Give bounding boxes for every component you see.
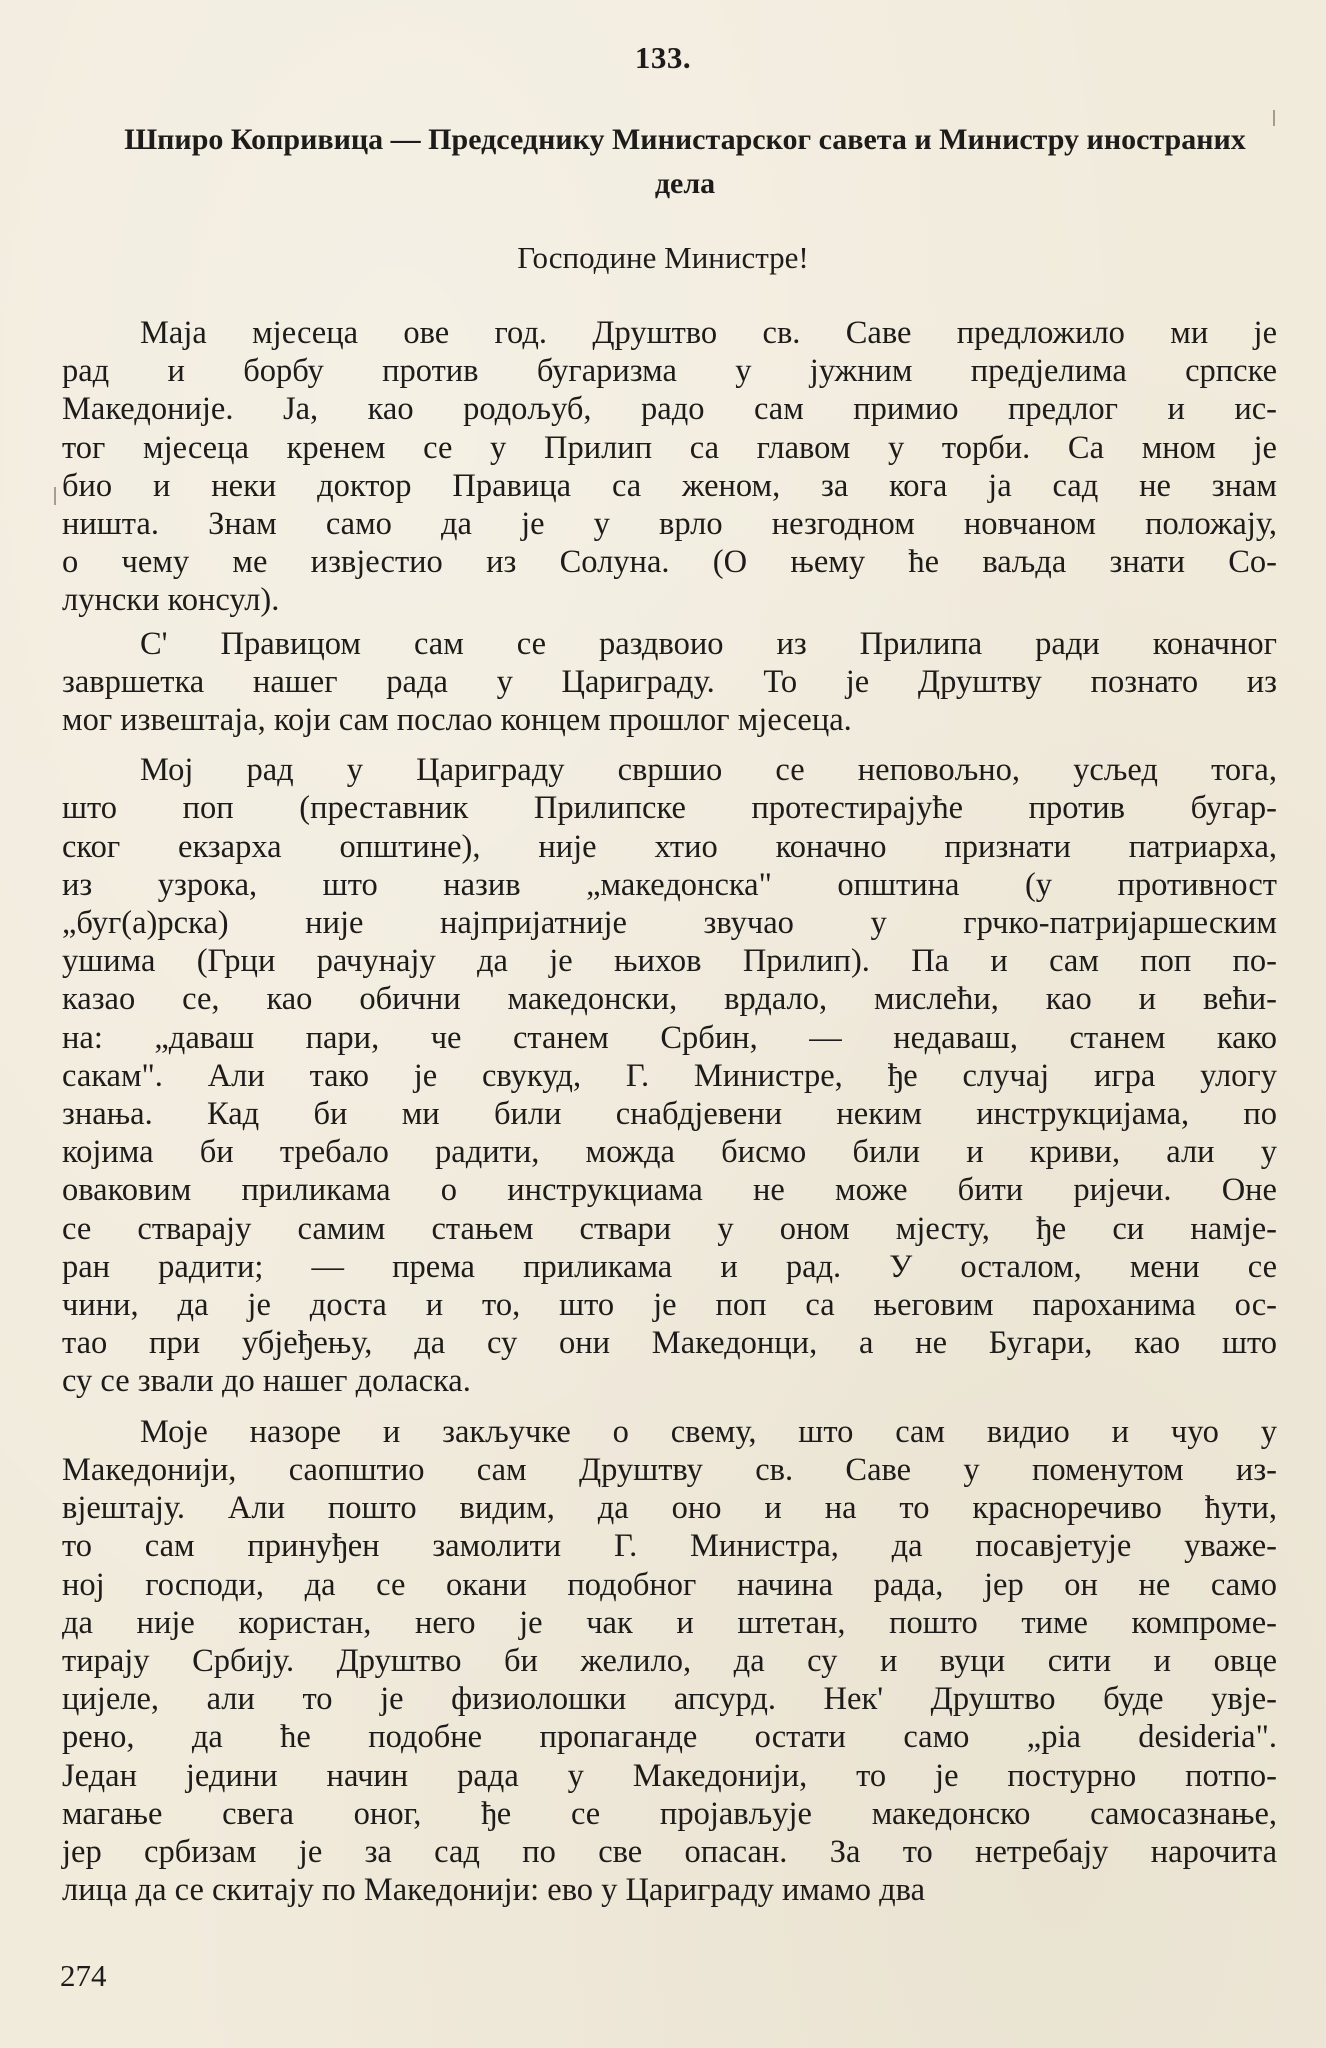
text-line: Македоније. Ја, као родољуб, радо сам примио предлог и ис-: [62, 391, 1277, 428]
text-line: јер србизам је за сад по све опасан. За то нетребају нарочита: [62, 1833, 1277, 1870]
text-line: тирају Србију. Друштво би желило, да су и вуци сити и овце: [62, 1642, 1277, 1679]
text-line: о чему ме извјестио из Солуна. (О њему ће ваљда знати Со-: [62, 544, 1277, 581]
text-line: су се звали до нашег доласка.: [62, 1363, 471, 1400]
text-line: рад и борбу против бугаризма у јужним предјелима српске: [62, 353, 1277, 390]
text-line: оваковим приликама о инструкциама не може бити ријечи. Оне: [62, 1172, 1277, 1209]
document-number: 133.: [634, 40, 692, 75]
text-line: ној господи, да се окани подобног начина рада, јер он не само: [62, 1566, 1277, 1603]
text-line: тао при убјеђењу, да су они Македонци, а не Бугари, као што: [62, 1325, 1277, 1362]
text-line: ушима (Грци рачунају да је њихов Прилип). Па и сам поп по-: [62, 943, 1277, 980]
text-line: тог мјесеца кренем се у Прилип са главом у торби. Са мном је: [62, 429, 1277, 466]
text-line: лунски консул).: [62, 582, 280, 619]
salutation: Господине Министре!: [517, 240, 809, 275]
paragraph: [62, 625, 1277, 740]
text-line: ништа. Знам само да је у врло незгодном новчаном положају,: [62, 506, 1277, 543]
text-line: ран радити; — према приликама и рад. У осталом, мени се: [62, 1248, 1277, 1285]
text-line: да није користан, него је чак и штетан, пошто тиме компроме-: [62, 1604, 1277, 1641]
text-line: рено, да ће подобне пропаганде остати само „pia desideria".: [62, 1719, 1277, 1756]
text-line: из узрока, што назив „македонска" општина (у противност: [62, 866, 1277, 903]
text-line: сакам". Али тако је свукуд, Г. Министре, ђе случај игра улогу: [62, 1057, 1277, 1094]
text-line: што поп (преставник Прилипске протестирајуће против бугар-: [62, 790, 1277, 827]
text-line: цијеле, али то је физиолошки апсурд. Нек' Друштво буде увје-: [62, 1681, 1277, 1718]
text-line: Моје назоре и закључке о свему, што сам видио и чуо у: [140, 1413, 1277, 1450]
text-line: се стварају самим стањем ствари у оном мјесту, ђе си намје-: [62, 1210, 1277, 1247]
text-line: ског екзарха општине), није хтио коначно признати патриарха,: [62, 828, 1277, 865]
text-line: знања. Кад би ми били снабдјевени неким инструкцијама, по: [62, 1096, 1277, 1133]
paragraph: [62, 314, 1277, 620]
text-line: Мој рад у Цариграду свршио се неповољно, усљед тога,: [140, 752, 1277, 789]
text-line: којима би требало радити, можда бисмо били и криви, али у: [62, 1134, 1277, 1171]
page-number: 274: [60, 1958, 107, 1993]
text-line: чини, да је доста и то, што је поп са његовим пароханима ос-: [62, 1287, 1277, 1324]
text-line: то сам принуђен замолити Г. Министра, да посавјетује уваже-: [62, 1528, 1277, 1565]
text-line: лица да се скитају по Македонији: ево у Цариграду имамо два: [62, 1872, 925, 1909]
text-line: магање свега оног, ђе се пројављује македонско самосазнање,: [62, 1795, 1277, 1832]
text-line: био и неки доктор Правица са женом, за кога ја сад не знам: [62, 467, 1277, 504]
text-line: мог извештаја, који сам послао концем прошлог мјесеца.: [62, 702, 852, 739]
text-line: Маја мјесеца ове год. Друштво св. Саве предложило ми је: [140, 315, 1277, 351]
text-line: Македонији, саопштио сам Друштву св. Саве у поменутом из-: [62, 1451, 1277, 1488]
document-title: Шпиро Копривица — Председнику Министарског савета и Министру иностраних дела: [124, 123, 1246, 200]
text-line: на: „даваш пари, че станем Србин, — недаваш, станем како: [62, 1019, 1277, 1056]
text-line: завршетка нашег рада у Цариграду. То је Друштву познато из: [62, 663, 1277, 700]
text-line: „буг(а)рска) није најпријатније звучао у грчко-патријаршеским: [62, 905, 1277, 942]
paragraph: [62, 1413, 1277, 1910]
text-line: казао се, као обични македонски, врдало, мислећи, као и већи-: [62, 981, 1277, 1018]
text-line: вјештају. Али пошто видим, да оно и на то красноречиво ћути,: [62, 1490, 1277, 1527]
paragraph: [62, 751, 1277, 1400]
scan-mark: [54, 487, 56, 505]
text-line: С' Правицом сам се раздвоио из Прилипа ради коначног: [140, 625, 1277, 662]
scan-mark: [1273, 110, 1275, 126]
text-line: Један једини начин рада у Македонији, то је постурно потпо-: [62, 1757, 1277, 1794]
letter-body: [62, 314, 1277, 1909]
